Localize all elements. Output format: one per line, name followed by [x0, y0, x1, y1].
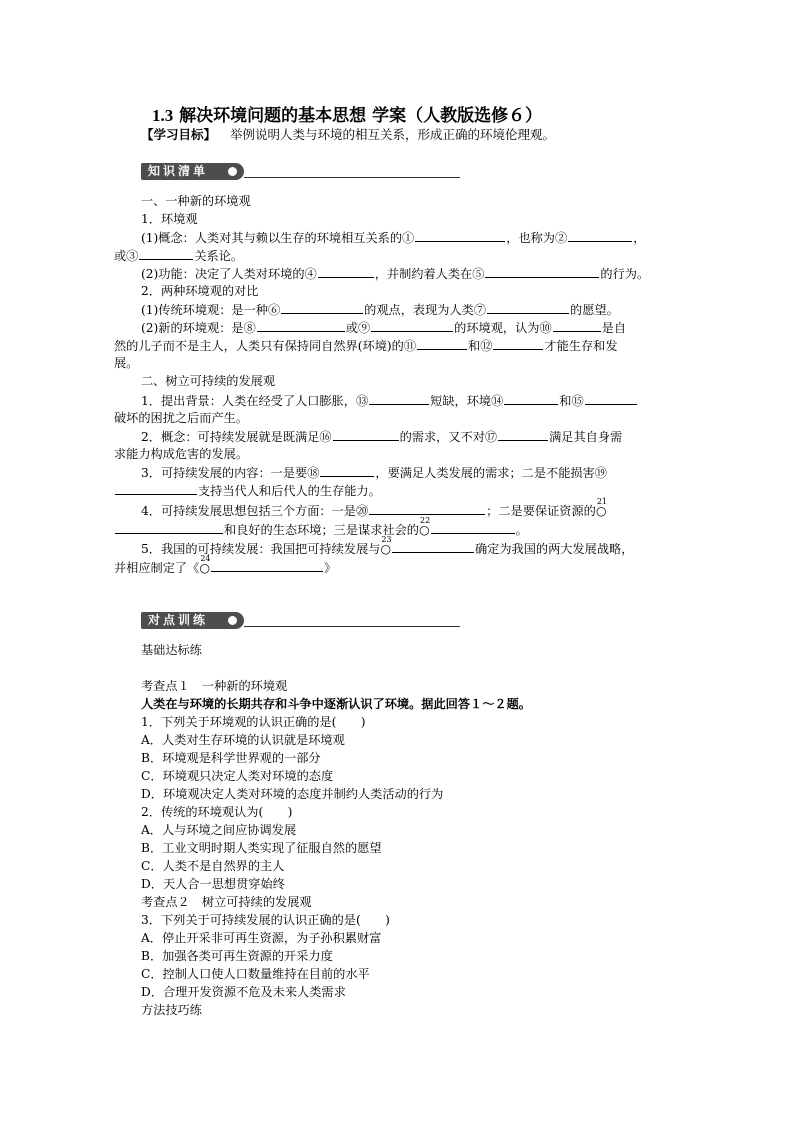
blank-11[interactable]	[417, 336, 467, 350]
heading-2: 二、树立可持续的发展观	[141, 374, 276, 388]
subsection-title: 基础达标练	[141, 643, 202, 657]
title-number: 1.3	[152, 106, 174, 125]
section-header-label: 知识清单	[148, 164, 209, 178]
option[interactable]: C．控制人口使人口数量维持在目前的水平	[141, 967, 370, 981]
blank-18[interactable]	[320, 463, 374, 477]
text-line: 并相应制定了《○ 24 》	[114, 554, 337, 575]
blank-19[interactable]	[115, 481, 197, 495]
option[interactable]: D．天人合一思想贯穿始终	[141, 877, 285, 891]
blank-9[interactable]	[371, 318, 453, 332]
text-line: 3．可持续发展的内容：一是要⑱ ，要满足人类发展的需求；二是不能损害⑲	[141, 463, 711, 482]
subheading-1: 1．环境观	[141, 212, 198, 226]
option[interactable]: B．工业文明时期人类实现了征服自然的愿望	[141, 841, 382, 855]
divider	[244, 177, 460, 178]
subsection-title: 方法技巧练	[141, 1003, 202, 1017]
text-line: 4．可持续发展思想包括三个方面：一是⑳ ；二是要保证资源的○ 21	[141, 497, 608, 518]
goal-text: 举例说明人类与环境的相互关系，形成正确的环境伦理观。	[230, 127, 556, 142]
blank-4[interactable]	[318, 264, 374, 278]
option[interactable]: C．人类不是自然界的主人	[141, 859, 285, 873]
text-line: 1．提出背景：人类在经受了人口膨胀，⑬ 短缺，环境⑭ 和⑮	[141, 391, 711, 410]
blank-1[interactable]	[415, 228, 505, 242]
blank-10[interactable]	[553, 318, 601, 332]
text-line: (1)概念：人类对其与赖以生存的环境相互关系的① ，也称为② ，	[141, 228, 711, 247]
text-line: 2．概念：可持续发展就是既满足⑯ 的需求，又不对⑰ 满足其自身需	[141, 427, 711, 446]
question: 1．下列关于环境观的认识正确的是( )	[141, 715, 366, 729]
text-line: (1)传统环境观：是一种⑥ 的观点，表现为人类⑦ 的愿望。	[141, 300, 711, 319]
text-line: 支持当代人和后代人的生存能力。	[114, 481, 684, 500]
blank-6[interactable]	[281, 300, 363, 314]
check-point: 考查点１ 一种新的环境观	[141, 679, 288, 693]
blank-24[interactable]	[211, 558, 323, 572]
blank-13[interactable]	[369, 391, 429, 405]
option[interactable]: A．人与环境之间应协调发展	[141, 823, 297, 837]
option[interactable]: A．人类对生存环境的认识就是环境观	[141, 733, 345, 747]
blank-15[interactable]	[585, 391, 637, 405]
bullet-icon	[228, 616, 237, 625]
text-line: 然的儿子而不是主人，人类只有保持同自然界(环境)的⑪ 和⑫ 才能生存和发	[114, 336, 684, 355]
section-header-label: 对点训练	[148, 613, 209, 627]
text-line: 展。	[114, 356, 139, 370]
blank-23[interactable]	[392, 539, 474, 553]
text-line: 5．我国的可持续发展：我国把可持续发展与○ 23 确定为我国的两大发展战略，	[141, 535, 634, 556]
heading-1: 一、一种新的环境观	[141, 194, 251, 208]
text-line: 或③ 关系论。	[114, 246, 684, 265]
blank-7[interactable]	[487, 300, 569, 314]
text-line: (2)新的环境观：是⑧ 或⑨ 的环境观，认为⑩ 是自	[141, 318, 711, 337]
option[interactable]: D．合理开发资源不危及未来人类需求	[141, 985, 346, 999]
check-point: 考查点２ 树立可持续的发展观	[141, 895, 312, 909]
option[interactable]: C．环境观只决定人类对环境的态度	[141, 769, 334, 783]
blank-2[interactable]	[568, 228, 632, 242]
bullet-icon	[228, 167, 237, 176]
blank-17[interactable]	[498, 427, 548, 441]
blank-12[interactable]	[493, 336, 543, 350]
question-intro: 人类在与环境的长期共存和斗争中逐渐认识了环境。据此回答１～２题。	[141, 697, 531, 711]
goal-label: 【学习目标】	[141, 127, 217, 142]
blank-14[interactable]	[504, 391, 558, 405]
blank-3[interactable]	[139, 246, 193, 260]
option[interactable]: A．停止开采非可再生资源，为子孙积累财富	[141, 931, 382, 945]
blank-21[interactable]	[115, 520, 223, 534]
blank-22[interactable]	[431, 520, 515, 534]
learning-goal	[141, 125, 555, 143]
subheading-2: 2．两种环境观的对比	[141, 284, 259, 298]
option[interactable]: B．加强各类可再生资源的开采力度	[141, 949, 333, 963]
title-main: 解决环境问题的基本思想	[179, 106, 367, 126]
text-line: 破坏的困扰之后而产生。	[114, 411, 249, 425]
text-line: (2)功能：决定了人类对环境的④ ，并制约着人类在⑤ 的行为。	[141, 264, 711, 283]
blank-5[interactable]	[485, 264, 599, 278]
blank-8[interactable]	[257, 318, 345, 332]
divider	[244, 626, 460, 627]
text-line: 和良好的生态环境；三是谋求社会的○ 22 。	[114, 520, 684, 539]
option[interactable]: B．环境观是科学世界观的一部分	[141, 751, 321, 765]
blank-16[interactable]	[333, 427, 399, 441]
page-title	[152, 101, 542, 126]
option[interactable]: D．环境观决定人类对环境的态度并制约人类活动的行为	[141, 787, 444, 801]
title-rest: 学案（人教版选修６）	[372, 106, 543, 126]
text-line: 求能力构成危害的发展。	[114, 447, 249, 461]
question: 3．下列关于可持续发展的认识正确的是( )	[141, 913, 390, 927]
question: 2．传统的环境观认为( )	[141, 805, 293, 819]
